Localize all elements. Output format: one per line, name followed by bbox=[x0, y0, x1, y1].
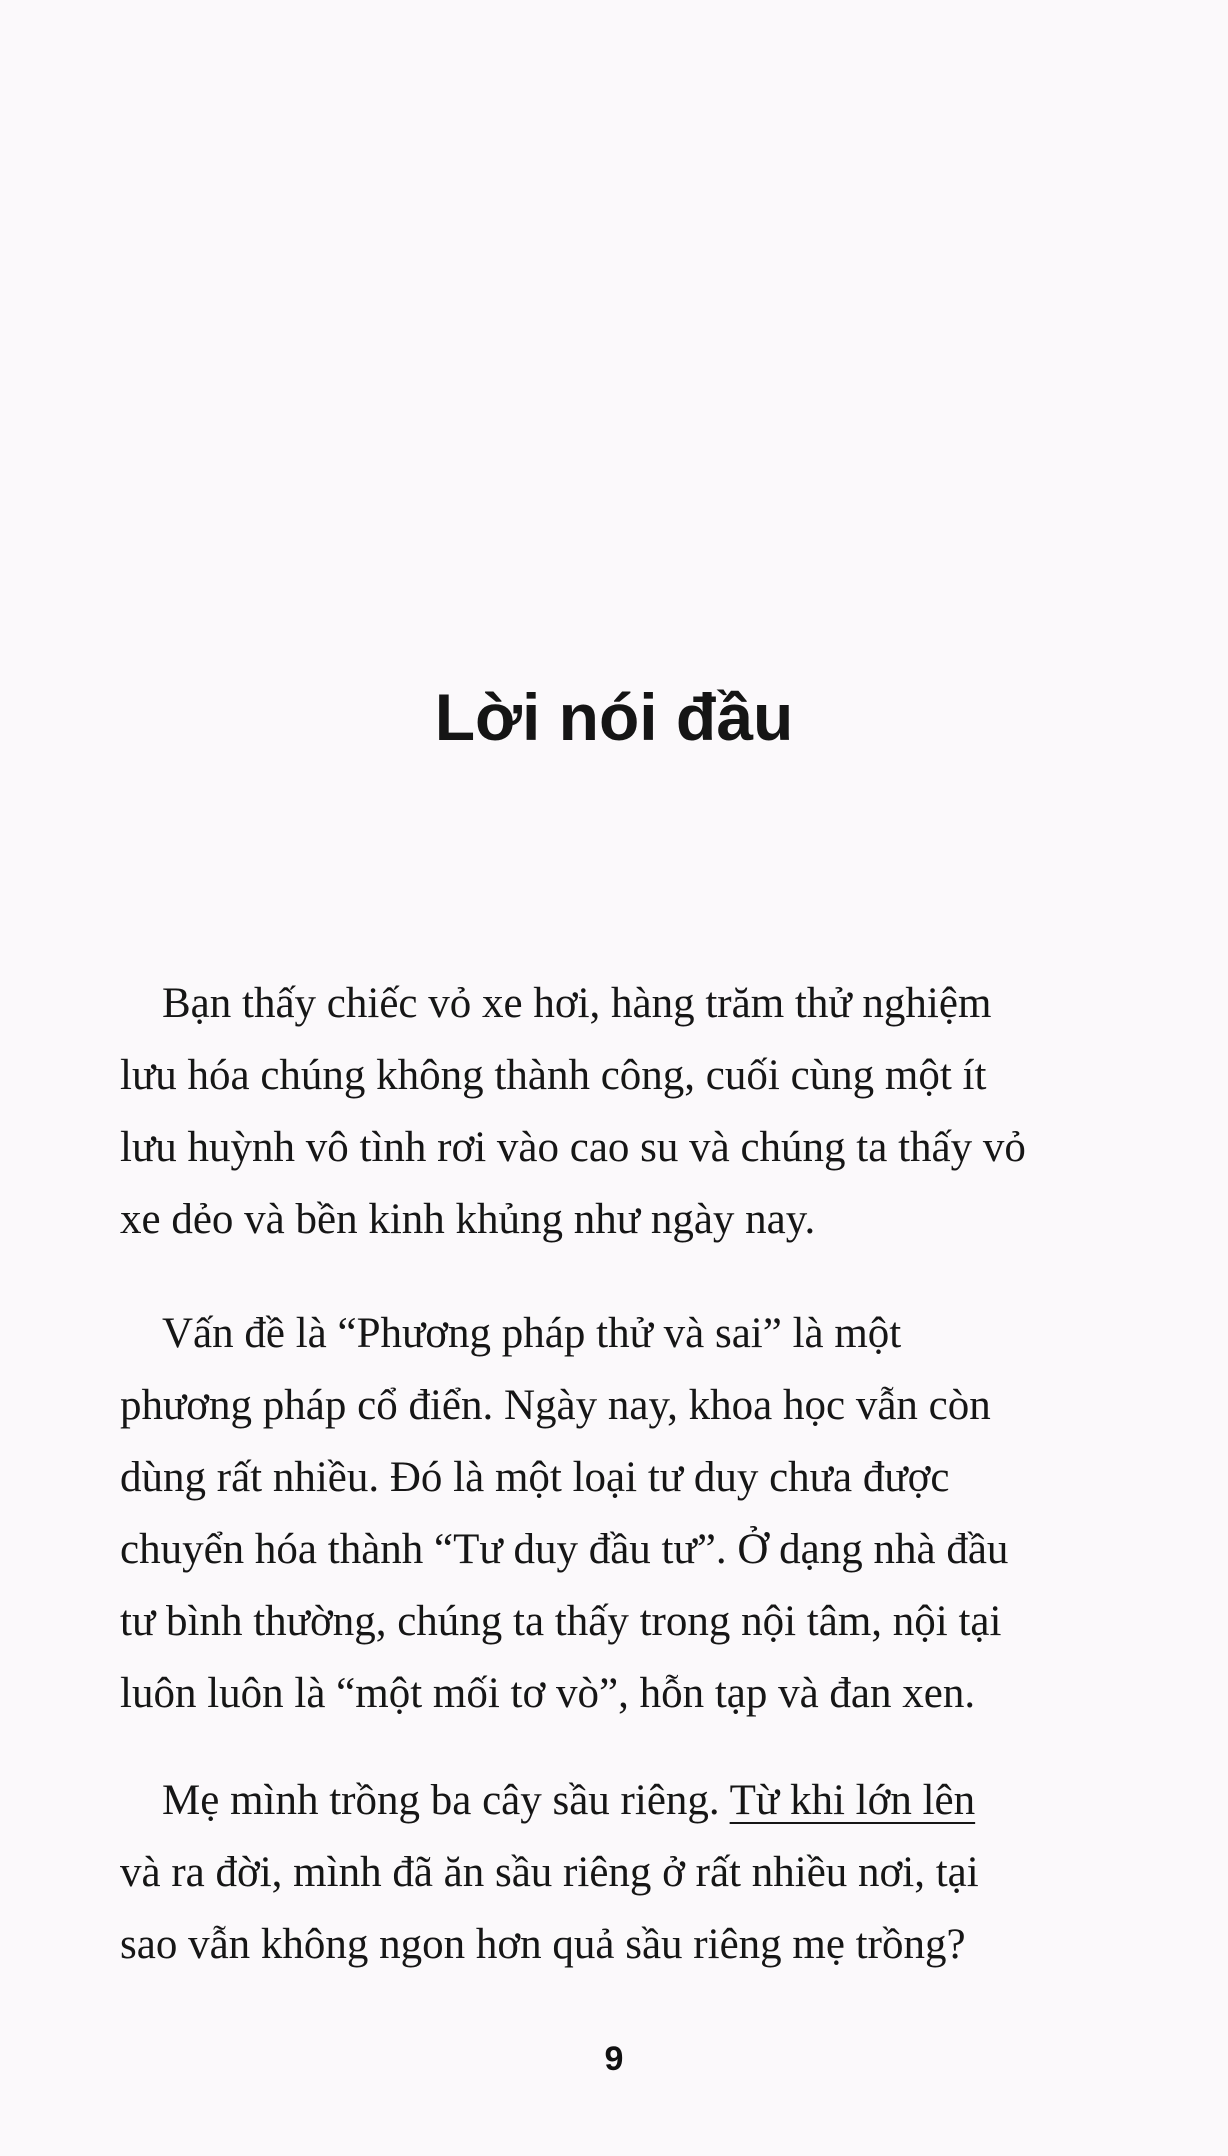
paragraph-line: lưu huỳnh vô tình rơi vào cao su và chúng ta thấy vỏ bbox=[120, 1124, 1026, 1171]
paragraph-line: phương pháp cổ điển. Ngày nay, khoa học vẫn còn bbox=[120, 1382, 991, 1429]
paragraph-line: Bạn thấy chiếc vỏ xe hơi, hàng trăm thử nghiệm bbox=[162, 980, 992, 1027]
paragraph-line: tư bình thường, chúng ta thấy trong nội tâm, nội tại bbox=[120, 1598, 1002, 1645]
underlined-text: Từ khi lớn lên bbox=[729, 1777, 976, 1824]
paragraph-line: và ra đời, mình đã ăn sầu riêng ở rất nhiều nơi, tại bbox=[120, 1849, 979, 1896]
paragraph-line: sao vẫn không ngon hơn quả sầu riêng mẹ trồng? bbox=[120, 1921, 966, 1968]
page-number: 9 bbox=[604, 2040, 624, 2078]
paragraph-3 bbox=[120, 1765, 1060, 1981]
paragraph-line: chuyển hóa thành “Tư duy đầu tư”. Ở dạng nhà đầu bbox=[120, 1526, 1009, 1573]
paragraph-line bbox=[120, 1765, 1060, 1837]
paragraph-line: Vấn đề là “Phương pháp thử và sai” là một bbox=[162, 1310, 902, 1357]
paragraph-line-part: Mẹ mình trồng ba cây sầu riêng. bbox=[162, 1777, 730, 1824]
page-title: Lời nói đầu bbox=[434, 680, 794, 754]
paragraph-2 bbox=[120, 1298, 1060, 1730]
paragraph-line: luôn luôn là “một mối tơ vò”, hỗn tạp và đan xen. bbox=[120, 1670, 976, 1717]
paragraph-1 bbox=[120, 968, 1060, 1256]
paragraph-line: dùng rất nhiều. Đó là một loại tư duy chưa được bbox=[120, 1454, 950, 1501]
paragraph-line: lưu hóa chúng không thành công, cuối cùng một ít bbox=[120, 1052, 987, 1099]
paragraph-line: xe dẻo và bền kinh khủng như ngày nay. bbox=[120, 1196, 816, 1243]
